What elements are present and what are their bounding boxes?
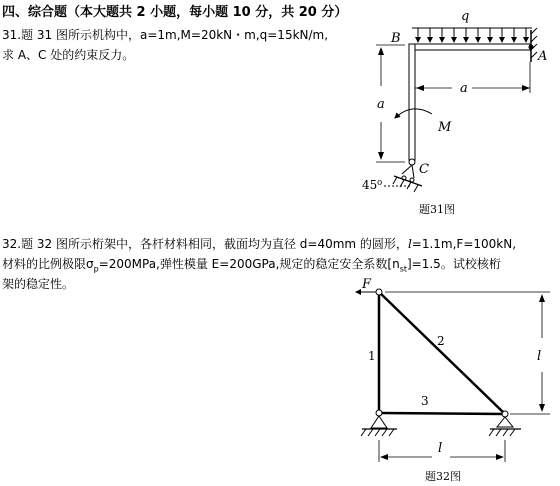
label-b: B xyxy=(391,31,401,46)
member-2 xyxy=(379,292,505,414)
joint-top xyxy=(376,289,382,295)
q32-text-line3: 架的稳定性。 xyxy=(2,277,75,291)
q32-text-line1: 32.题 32 图所示桁架中，各杆材料相同，截面均为直径 d=40mm 的圆形，l=1.1m,F=100kN, xyxy=(2,237,517,251)
figure-31-caption: 题31图 xyxy=(419,203,455,216)
roller-support-right xyxy=(489,417,521,436)
label-l-vertical: l xyxy=(537,349,542,364)
dimension-vertical-l xyxy=(385,292,550,414)
label-q: q xyxy=(461,9,470,24)
label-c: C xyxy=(419,162,429,177)
figure-32-caption: 题32图 xyxy=(425,470,461,483)
label-a-horizontal: a xyxy=(460,81,468,96)
section-heading: 四、综合题（本大题共 2 小题，每小题 10 分，共 20 分） xyxy=(2,5,348,20)
q31-text-line1: 31.题 31 图所示机构中，a=1m,M=20kN・m,q=15kN/m, xyxy=(2,28,329,42)
label-f: F xyxy=(362,277,372,292)
label-member-3: 3 xyxy=(421,394,429,408)
label-a-vertical: a xyxy=(377,97,385,112)
pin-support-left xyxy=(361,416,397,436)
label-a-point: A xyxy=(538,49,548,64)
joint-bottom-right xyxy=(502,411,508,417)
q32-text-line2: 材料的比例极限$\sigma_p=200MPa$,弹性模量 E=200GPa,规定的稳定安全系数$[n_{st}]=1.5$。试校核桁 xyxy=(2,257,501,274)
member-3 xyxy=(379,413,505,414)
label-angle-45: 45⁰ xyxy=(362,178,383,192)
label-m: M xyxy=(438,120,452,135)
label-l-horizontal: l xyxy=(438,441,443,456)
label-member-2: 2 xyxy=(437,334,445,348)
q31-text-line2: 求 A、C 处的约束反力。 xyxy=(2,48,135,62)
label-member-1: 1 xyxy=(368,349,376,363)
